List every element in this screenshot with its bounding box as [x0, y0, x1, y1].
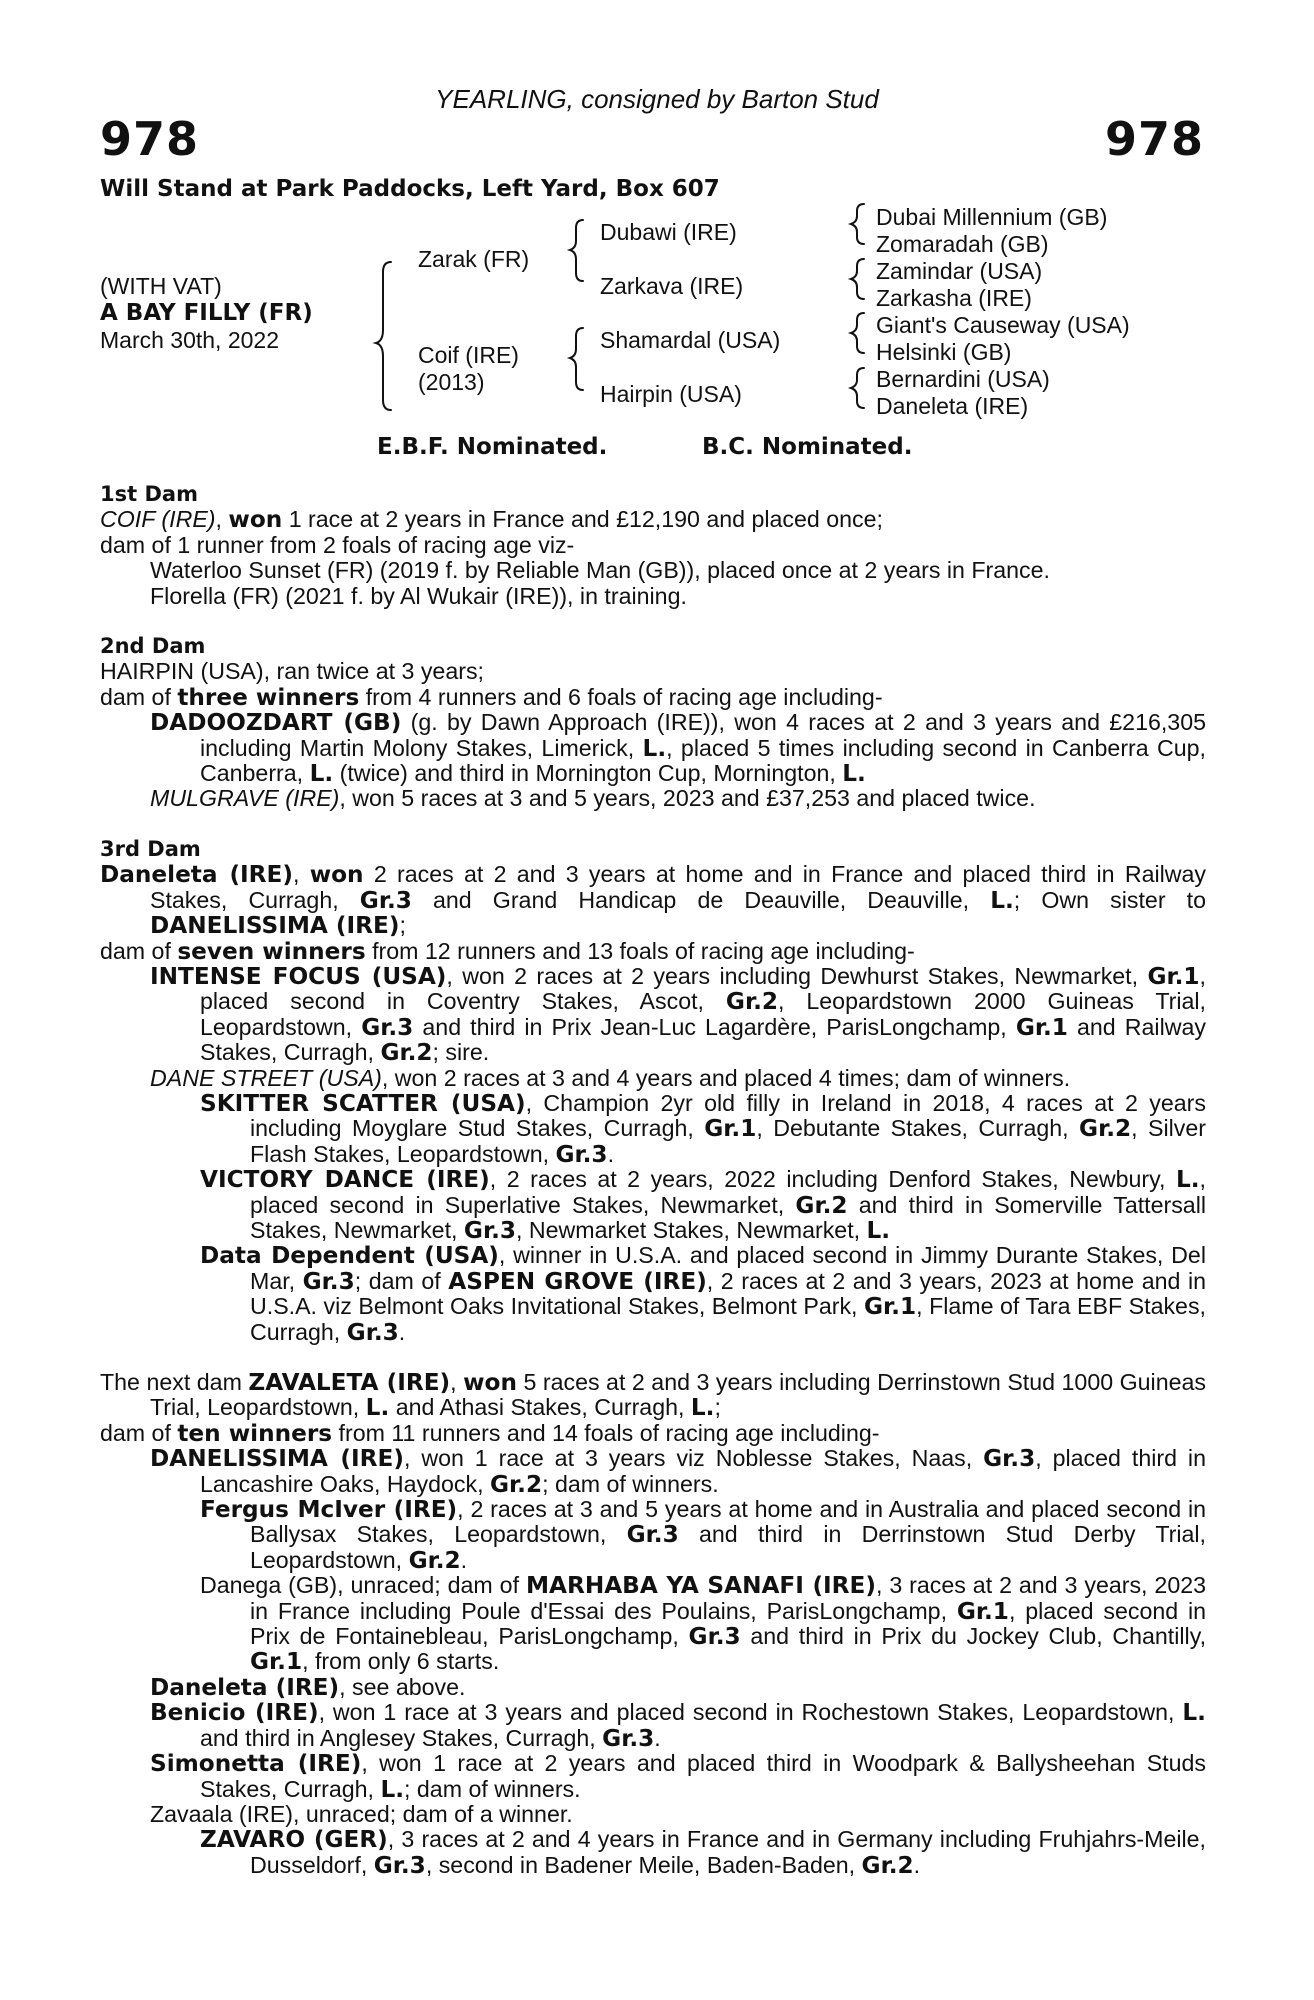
text-run: Florella (FR) (2021 f. by Al Wukair (IRE)), in training.: [150, 582, 687, 609]
text-run: and third in Prix du Jockey Club, Chantilly,: [740, 1623, 1207, 1650]
pedigree-paragraph: [100, 685, 1206, 710]
text-run: ,: [450, 1369, 464, 1395]
bold-run: VICTORY DANCE (IRE): [200, 1166, 490, 1194]
bold-run: L.: [309, 760, 334, 788]
bold-run: Gr.3: [373, 1851, 426, 1879]
bold-run: Gr.3: [361, 1013, 414, 1041]
text-run: , Silver Flash Stakes, Leopardstown,: [250, 1115, 1206, 1167]
vat-note: (WITH VAT): [100, 273, 222, 299]
text-run: , Champion 2yr old filly in Ireland in 2018, 4 races at 2 years including Moyglare Stud Stakes, Curragh,: [250, 1089, 1206, 1142]
bold-run: Gr.1: [956, 1597, 1009, 1625]
text-run: HAIRPIN (USA), ran twice at 3 years;: [100, 658, 484, 685]
pedigree-paragraph: [100, 1802, 1206, 1827]
bold-run: Gr.1: [864, 1293, 917, 1321]
pedigree-paragraph: [100, 1497, 1206, 1573]
bold-run: DANELISSIMA (IRE): [150, 912, 400, 940]
bold-run: Benicio (IRE): [150, 1699, 319, 1727]
text-run: .: [460, 1546, 468, 1573]
text-run: , Flame of Tara EBF Stakes, Curragh,: [250, 1293, 1206, 1345]
bold-run: L.: [990, 886, 1014, 914]
pedigree-paragraph: [100, 1243, 1206, 1345]
bold-run: L.: [380, 1775, 405, 1803]
bold-run: Daneleta (IRE): [150, 1673, 340, 1701]
text-run: and third in Somerville Tattersall Stakes, Newmarket,: [250, 1191, 1207, 1243]
text-run: ; sire.: [432, 1039, 490, 1066]
bold-run: Gr.1: [1015, 1013, 1068, 1041]
bold-run: won: [309, 861, 364, 889]
bold-run: L.: [1175, 1166, 1200, 1194]
pedigree-paragraph: [100, 1827, 1206, 1878]
text-run: , placed 5 times including second in Canberra Cup, Canberra,: [200, 734, 1206, 787]
bold-run: Gr.3: [602, 1724, 655, 1752]
bold-run: ZAVARO (GER): [200, 1826, 388, 1854]
text-run: 1 race at 2 years in France and £12,190 and placed once;: [282, 506, 883, 533]
sire-dam: Zarkava (IRE): [600, 273, 744, 299]
pedigree-paragraph: [100, 964, 1206, 1066]
ancestor-1: Dubai Millennium (GB): [876, 204, 1108, 230]
pedigree-paragraph: [100, 1751, 1206, 1802]
text-run: ; Own sister to: [1013, 886, 1206, 913]
pedigree-paragraph: [100, 533, 1206, 558]
text-run: , won 5 races at 3 and 5 years, 2023 and £37,253 and placed twice.: [339, 785, 1036, 812]
section-heading: 2nd Dam: [100, 634, 206, 659]
bold-run: Gr.2: [489, 1470, 543, 1498]
text-run: .: [607, 1140, 615, 1167]
bold-run: seven winners: [177, 937, 366, 965]
text-run: .: [913, 1851, 921, 1878]
bold-run: Gr.2: [1079, 1115, 1132, 1143]
ancestor-2: Zomaradah (GB): [876, 231, 1049, 257]
bold-run: SKITTER SCATTER (USA): [200, 1089, 526, 1117]
pedigree-paragraph: [100, 584, 1206, 609]
text-run: , 3 races at 2 and 4 years in France and in Germany including Fruhjahrs-Meile, Dusseldorf,: [250, 1826, 1207, 1878]
consignor-line: YEARLING, consigned by Barton Stud: [435, 84, 879, 114]
bold-run: Gr.1: [250, 1648, 303, 1676]
bold-run: L.: [842, 760, 866, 788]
text-run: Zavaala (IRE), unraced; dam of a winner.: [150, 1800, 573, 1827]
text-run: ; dam of: [354, 1267, 449, 1294]
bold-run: Gr.2: [795, 1191, 848, 1219]
text-run: ; dam of winners.: [404, 1775, 581, 1802]
bold-run: L.: [690, 1394, 715, 1422]
italic-run: DANE STREET (USA): [150, 1064, 382, 1091]
bold-run: Fergus McIver (IRE): [200, 1496, 458, 1524]
ancestor-6: Helsinki (GB): [876, 339, 1012, 365]
bold-run: Gr.3: [688, 1623, 741, 1651]
text-run: Danega (GB), unraced; dam of: [200, 1572, 526, 1599]
ancestor-3: Zamindar (USA): [876, 258, 1043, 284]
text-run: (g. by Dawn Approach (IRE)), won 4 races at 2 and 3 years and £216,305 including Martin Molony Stakes, Limerick,: [200, 709, 1206, 761]
text-run: , won 1 race at 3 years and placed second in Rochestown Stakes, Leopardstown,: [318, 1699, 1183, 1726]
lot-number-right: 978: [1104, 112, 1204, 166]
text-run: , placed second in Prix de Fontainebleau, ParisLongchamp,: [250, 1597, 1206, 1650]
bold-run: Gr.3: [346, 1318, 399, 1346]
ancestor-5: Giant's Causeway (USA): [876, 312, 1130, 338]
text-run: dam of 1 runner from 2 foals of racing age viz-: [100, 531, 575, 558]
pedigree-paragraph: [100, 1675, 1206, 1700]
bold-run: MARHABA YA SANAFI (IRE): [525, 1572, 876, 1600]
text-run: , 2 races at 2 years, 2022 including Denford Stakes, Newbury,: [489, 1166, 1176, 1193]
pedigree-paragraph: [100, 507, 1206, 532]
text-run: , see above.: [339, 1673, 466, 1700]
bold-run: Gr.2: [725, 988, 779, 1016]
bold-run: ten winners: [177, 1419, 333, 1447]
bold-run: Gr.1: [1147, 962, 1200, 990]
bold-run: won: [228, 506, 283, 534]
text-run: and third in Derrinstown Stud Derby Trial, Leopardstown,: [250, 1521, 1206, 1573]
pedigree-paragraph: [100, 939, 1206, 964]
pedigree-paragraph: [100, 1446, 1206, 1497]
bold-run: DANELISSIMA (IRE): [150, 1445, 404, 1473]
lot-number-left: 978: [100, 112, 200, 166]
bold-run: L.: [365, 1394, 390, 1422]
text-run: ; dam of winners.: [542, 1470, 719, 1497]
sire-name: Zarak (FR): [418, 246, 530, 272]
text-run: from 4 runners and 6 foals of racing age including-: [359, 683, 883, 710]
lot-title: A BAY FILLY (FR): [100, 300, 313, 326]
ebf-nomination: E.B.F. Nominated.: [377, 434, 608, 460]
text-run: dam of: [100, 937, 178, 964]
bold-run: Gr.3: [626, 1521, 679, 1549]
sire-sire: Dubawi (IRE): [600, 219, 737, 245]
bold-run: ASPEN GROVE (IRE): [448, 1267, 707, 1295]
text-run: , 2 races at 2 and 3 years, 2023 at home and in U.S.A. viz Belmont Oaks Invitational Stakes, Belmont Park,: [250, 1267, 1206, 1320]
pedigree-paragraph: [100, 1370, 1206, 1421]
text-run: Waterloo Sunset (FR) (2019 f. by Reliable Man (GB)), placed once at 2 years in France.: [150, 557, 1050, 584]
bold-run: Gr.2: [380, 1039, 433, 1067]
italic-run: COIF (IRE): [100, 506, 216, 533]
text-run: and Athasi Stakes, Curragh,: [389, 1394, 691, 1421]
bold-run: Gr.2: [408, 1546, 461, 1574]
bold-run: won: [463, 1369, 517, 1396]
text-run: , Debutante Stakes, Curragh,: [756, 1115, 1080, 1142]
text-run: dam of: [100, 683, 178, 710]
text-run: , won 1 race at 2 years and placed third in Woodpark & Ballysheehan Studs Stakes, Curragh,: [200, 1750, 1206, 1802]
text-run: dam of: [100, 1419, 178, 1446]
pedigree-paragraph: [100, 1421, 1206, 1446]
dam-dam: Hairpin (USA): [600, 381, 742, 407]
text-run: .: [398, 1318, 406, 1345]
section-heading: 3rd Dam: [100, 836, 201, 861]
foaling-date: March 30th, 2022: [100, 327, 280, 353]
section-heading: 1st Dam: [100, 482, 198, 506]
catalogue-body: [100, 482, 1206, 1878]
text-run: , placed third in Lancashire Oaks, Haydock,: [200, 1445, 1206, 1497]
ancestor-4: Zarkasha (IRE): [876, 285, 1032, 311]
bc-nomination: B.C. Nominated.: [702, 434, 913, 460]
text-run: 2 races at 2 and 3 years at home and in France and placed third in Railway Stakes, Curragh,: [150, 861, 1207, 913]
bold-run: Gr.3: [302, 1267, 355, 1295]
ancestor-8: Daneleta (IRE): [876, 393, 1029, 419]
italic-run: MULGRAVE (IRE): [150, 785, 340, 812]
text-run: and third in Anglesey Stakes, Curragh,: [200, 1724, 603, 1751]
dam-name: Coif (IRE): [418, 342, 519, 368]
pedigree-paragraph: [100, 786, 1206, 811]
text-run: ;: [714, 1394, 721, 1421]
dam-year: (2013): [418, 369, 485, 395]
text-run: 5 races at 2 and 3 years including Derrinstown Stud 1000 Guineas Trial, Leopardstown,: [150, 1369, 1206, 1421]
bold-run: DADOOZDART (GB): [150, 709, 402, 737]
text-run: , placed second in Superlative Stakes, Newmarket,: [250, 1166, 1206, 1218]
text-run: , from only 6 starts.: [302, 1648, 500, 1675]
section-spacer: [100, 1345, 1206, 1370]
text-run: , 2 races at 3 and 5 years at home and in Australia and placed second in Ballysax Stakes, Leopardstown,: [250, 1496, 1206, 1548]
pedigree-paragraph: [100, 862, 1206, 938]
bold-run: L.: [642, 734, 667, 762]
dam-sire: Shamardal (USA): [600, 327, 781, 353]
pedigree-paragraph: [100, 558, 1206, 583]
bold-run: Gr.3: [983, 1445, 1036, 1473]
pedigree-paragraph: [100, 659, 1206, 684]
text-run: , winner in U.S.A. and placed second in Jimmy Durante Stakes, Del Mar,: [250, 1242, 1206, 1294]
bold-run: L.: [866, 1216, 891, 1244]
bold-run: ZAVALETA (IRE): [248, 1369, 451, 1396]
bold-run: Gr.1: [704, 1115, 757, 1143]
text-run: The next dam: [100, 1369, 249, 1395]
text-run: from 11 runners and 14 foals of racing age including-: [332, 1419, 880, 1446]
text-run: , second in Badener Meile, Baden-Baden,: [425, 1851, 862, 1878]
pedigree-paragraph: [100, 1167, 1206, 1243]
text-run: and third in Prix Jean-Luc Lagardère, ParisLongchamp,: [413, 1013, 1016, 1040]
bold-run: Gr.3: [359, 886, 412, 914]
bold-run: three winners: [177, 683, 360, 711]
bold-run: Gr.3: [463, 1216, 517, 1244]
bold-run: INTENSE FOCUS (USA): [150, 962, 447, 990]
stand-location: Will Stand at Park Paddocks, Left Yard, Box 607: [100, 176, 720, 202]
text-run: , Newmarket Stakes, Newmarket,: [516, 1216, 867, 1243]
text-run: , won 1 race at 3 years viz Noblesse Stakes, Naas,: [403, 1445, 984, 1472]
bold-run: Simonetta (IRE): [150, 1750, 362, 1778]
text-run: , 3 races at 2 and 3 years, 2023 in France including Poule d'Essai des Poulains, ParisLongchamp,: [250, 1572, 1207, 1624]
text-run: .: [654, 1724, 661, 1751]
pedigree-paragraph: [100, 710, 1206, 786]
bold-run: Gr.3: [555, 1140, 608, 1168]
text-run: and Railway Stakes, Curragh,: [200, 1013, 1206, 1066]
pedigree-paragraph: [100, 1091, 1206, 1167]
text-run: , Leopardstown 2000 Guineas Trial, Leopardstown,: [200, 988, 1206, 1040]
pedigree-paragraph: [100, 1066, 1206, 1091]
section-spacer: [100, 812, 1206, 837]
text-run: and Grand Handicap de Deauville, Deauville,: [411, 886, 991, 913]
section-spacer: [100, 609, 1206, 634]
pedigree-paragraph: [100, 1573, 1206, 1675]
text-run: ,: [292, 861, 310, 888]
bold-run: Data Dependent (USA): [200, 1242, 499, 1270]
ancestor-7: Bernardini (USA): [876, 366, 1050, 392]
text-run: ,: [215, 506, 229, 533]
bold-run: L.: [1182, 1699, 1206, 1727]
text-run: , won 2 races at 2 years including Dewhurst Stakes, Newmarket,: [446, 962, 1148, 989]
pedigree-paragraph: [100, 1700, 1206, 1751]
text-run: , won 2 races at 3 and 4 years and placed 4 times; dam of winners.: [381, 1064, 1071, 1091]
bold-run: Gr.2: [861, 1851, 914, 1879]
text-run: (twice) and third in Mornington Cup, Mornington,: [333, 760, 843, 787]
bold-run: Daneleta (IRE): [100, 861, 293, 889]
text-run: ;: [399, 912, 406, 939]
text-run: from 12 runners and 13 foals of racing age including-: [365, 937, 915, 964]
text-run: , placed second in Coventry Stakes, Ascot,: [200, 962, 1206, 1015]
